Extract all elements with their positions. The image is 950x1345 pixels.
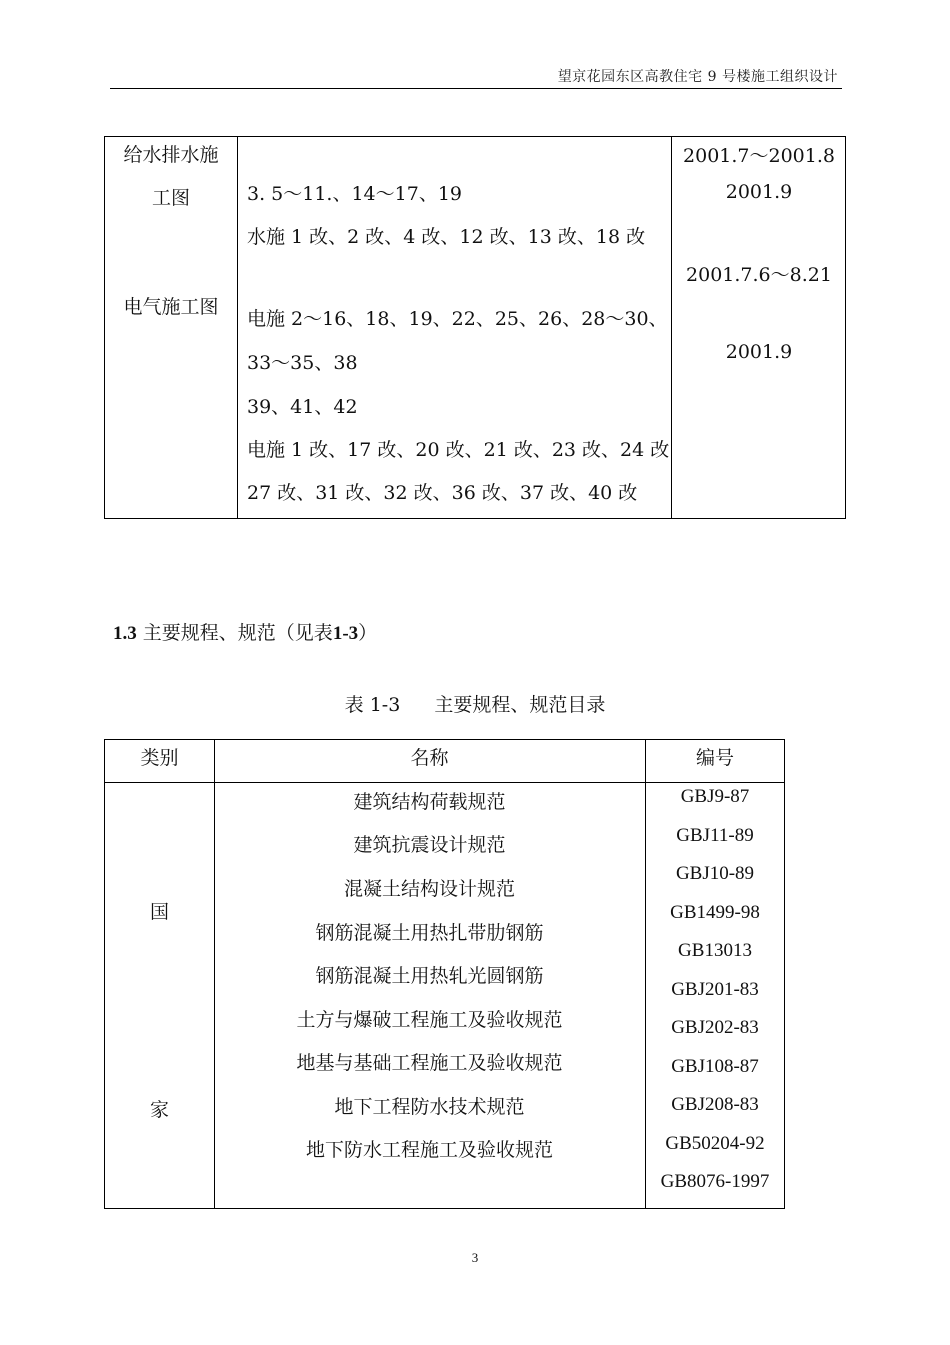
table-cell: 电施 2～16、18、19、22、25、26、28～30、 [247,308,668,330]
section-heading [113,618,377,645]
section-ref: 1-3 [332,623,359,644]
table-cell: 2001.7～2001.8 [683,145,835,167]
standard-name: 建筑结构荷载规范 [353,791,506,813]
standard-name: 地下工程防水技术规范 [334,1096,525,1118]
column-header: 类别 [140,747,179,769]
standard-code: GB1499-98 [670,902,760,923]
standard-code: GBJ108-87 [671,1056,759,1077]
column-header: 编号 [695,748,734,769]
table-cell: 电施 1 改、17 改、20 改、21 改、23 改、24 改 [247,439,670,461]
standard-code: GBJ201-83 [671,979,759,1000]
category-cell: 国 [149,901,169,923]
standard-name: 钢筋混凝土用热轧光圆钢筋 [315,965,544,987]
header-title: 望京花园东区高教住宅 9 号楼施工组织设计 [557,69,838,85]
section-title: 主要规程、规范（见表 [142,622,333,644]
standard-code: GBJ9-87 [680,786,750,807]
header-rule [110,88,842,89]
standard-code: GBJ11-89 [676,825,754,846]
category-cell: 家 [149,1099,169,1121]
table-cell: 水施 1 改、2 改、4 改、12 改、13 改、18 改 [247,226,646,248]
standard-name: 建筑抗震设计规范 [353,834,506,856]
standard-code: GBJ202-83 [671,1017,759,1038]
standard-code: GB50204-92 [665,1133,765,1154]
table-cell: 27 改、31 改、32 改、36 改、37 改、40 改 [247,482,638,504]
table-cell: 33～35、38 [247,352,358,374]
table-cell: 工图 [151,187,190,209]
drawing-list-table [104,136,846,519]
table-divider [105,782,784,783]
caption-label: 表 1-3 [344,694,401,716]
standard-code: GB8076-1997 [660,1171,770,1192]
standard-name: 土方与爆破工程施工及验收规范 [296,1009,563,1031]
section-close: ） [358,622,378,644]
table-caption [0,690,950,717]
table-cell: 2001.9 [725,181,793,203]
column-header: 名称 [410,747,449,769]
standard-name: 地下防水工程施工及验收规范 [305,1139,553,1161]
table-cell: 给水排水施 [123,144,219,166]
table-cell: 电气施工图 [123,296,219,318]
table-cell: 2001.7.6～8.21 [686,264,832,286]
table-divider [237,137,238,518]
table-cell: 2001.9 [725,341,793,363]
caption-title: 主要规程、规范目录 [434,694,606,716]
standard-code: GBJ10-89 [675,863,755,884]
standards-table [104,739,785,1209]
standard-name: 地基与基础工程施工及验收规范 [296,1052,563,1074]
standard-name: 混凝土结构设计规范 [343,878,515,900]
standard-code: GB13013 [678,940,752,961]
table-cell: 3. 5～11.、14～17、19 [247,183,463,205]
section-number: 1.3 [113,623,137,644]
standard-name: 钢筋混凝土用热扎带肋钢筋 [315,922,544,944]
standard-code: GBJ208-83 [671,1094,759,1115]
page-number: 3 [471,1250,479,1265]
table-cell: 39、41、42 [247,396,358,418]
